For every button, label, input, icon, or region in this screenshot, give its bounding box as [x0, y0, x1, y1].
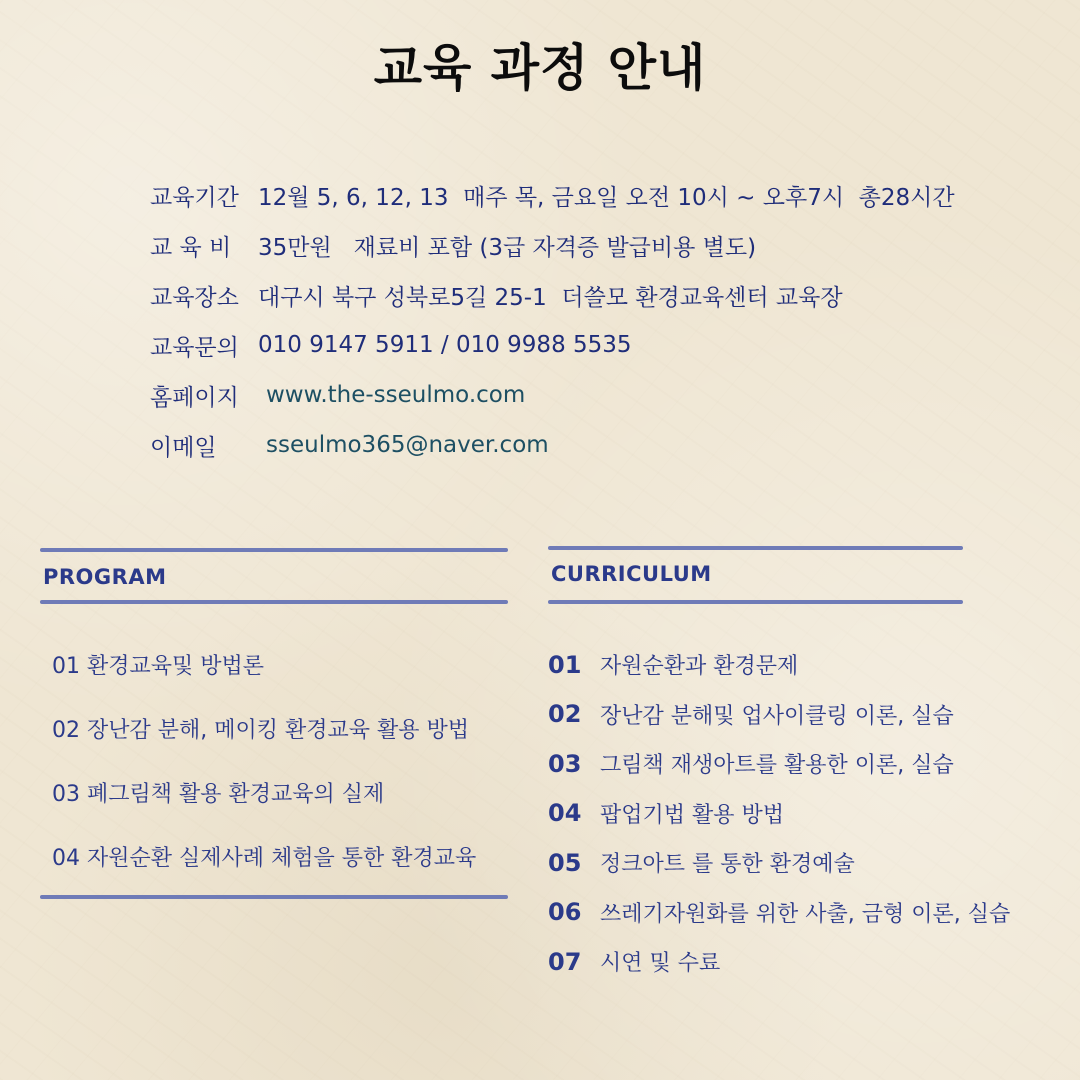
curriculum-item	[548, 690, 1073, 740]
info-section	[150, 170, 955, 470]
program-item: 03 폐그림책 활용 환경교육의 실제	[52, 781, 385, 807]
program-list	[52, 632, 512, 888]
curriculum-number: 05	[548, 848, 582, 877]
curriculum-number: 02	[548, 700, 582, 729]
email-link[interactable]: sseulmo365@naver.com	[266, 432, 549, 458]
program-heading-rule	[40, 600, 508, 604]
curriculum-item	[548, 838, 1073, 888]
curriculum-item	[548, 888, 1073, 938]
curriculum-number: 07	[548, 947, 582, 976]
program-bottom-rule	[40, 895, 508, 899]
info-row-homepage	[150, 370, 955, 420]
curriculum-item	[548, 937, 1073, 987]
curriculum-text: 그림책 재생아트를 활용한 이론, 실습	[600, 753, 954, 779]
curriculum-number: 04	[548, 799, 582, 828]
curriculum-top-rule	[548, 546, 963, 550]
homepage-link[interactable]: www.the-sseulmo.com	[266, 382, 526, 408]
curriculum-text: 정크아트 를 통한 환경예술	[600, 852, 855, 878]
curriculum-item	[548, 789, 1073, 839]
curriculum-text: 쓰레기자원화를 위한 사출, 금형 이론, 실습	[600, 901, 1011, 927]
curriculum-text: 팝업기법 활용 방법	[600, 802, 785, 828]
info-label: 홈페이지	[150, 384, 239, 411]
program-item: 01 환경교육및 방법론	[52, 653, 264, 679]
program-item: 04 자원순환 실제사례 체험을 통한 환경교육	[52, 845, 477, 871]
curriculum-text: 자원순환과 환경문제	[600, 654, 799, 680]
info-label: 교 육 비	[150, 234, 232, 261]
info-value: 대구시 북구 성북로5길 25-1 더쓸모 환경교육센터 교육장	[258, 284, 843, 311]
curriculum-item	[548, 640, 1073, 690]
curriculum-heading: CURRICULUM	[551, 562, 712, 586]
curriculum-heading-rule	[548, 600, 963, 604]
curriculum-number: 01	[548, 650, 582, 679]
curriculum-number: 06	[548, 898, 582, 927]
info-row-period	[150, 170, 955, 220]
curriculum-list	[548, 640, 1073, 987]
page-title: 교육 과정 안내	[373, 39, 707, 97]
curriculum-text: 시연 및 수료	[600, 951, 721, 977]
info-label: 이메일	[150, 434, 217, 461]
curriculum-item	[548, 739, 1073, 789]
info-label: 교육문의	[150, 334, 239, 361]
info-row-contact	[150, 320, 955, 370]
info-row-fee	[150, 220, 955, 270]
program-heading: PROGRAM	[43, 565, 167, 589]
info-value: 12월 5, 6, 12, 13 매주 목, 금요일 오전 10시 ~ 오후7시 총28시간	[258, 184, 955, 211]
info-value: 35만원 재료비 포함 (3급 자격증 발급비용 별도)	[258, 234, 757, 261]
info-value: 010 9147 5911 / 010 9988 5535	[258, 332, 632, 358]
info-label: 교육기간	[150, 184, 239, 211]
info-row-location	[150, 270, 955, 320]
program-top-rule	[40, 548, 508, 552]
curriculum-text: 장난감 분해및 업사이클링 이론, 실습	[600, 703, 954, 729]
info-row-email	[150, 420, 955, 470]
curriculum-number: 03	[548, 749, 582, 778]
program-item: 02 장난감 분해, 메이킹 환경교육 활용 방법	[52, 717, 469, 743]
info-label: 교육장소	[150, 284, 239, 311]
